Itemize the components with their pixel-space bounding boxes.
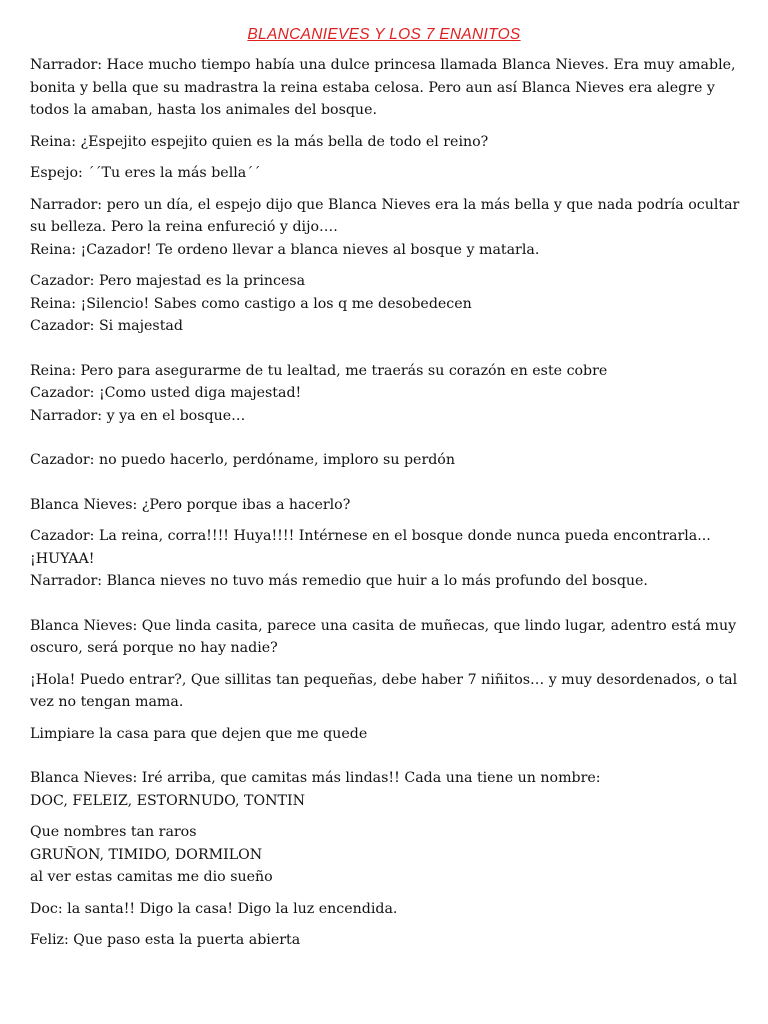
paragraph-line: Cazador: La reina, corra!!!! Huya!!!! Intérnese en el bosque donde nunca pueda encontrarla... (30, 528, 711, 544)
paragraph-line: Blanca Nieves: ¿Pero porque ibas a hacerlo? (30, 496, 351, 513)
paragraph-spacer (30, 714, 738, 723)
paragraph-spacer (30, 516, 738, 525)
paragraph-line: Blanca Nieves: Iré arriba, que camitas más lindas!! Cada una tiene un nombre: (30, 770, 601, 786)
paragraph-line: todos la amaban, hasta los animales del bosque. (30, 102, 377, 118)
paragraph-spacer (30, 889, 738, 898)
paragraph-line: Narrador: Blanca nieves no tuvo más remedio que huir a lo más profundo del bosque. (30, 573, 648, 589)
paragraph-line: vez no tengan mama. (30, 694, 184, 710)
paragraph-spacer (30, 812, 738, 821)
paragraph-line: oscuro, será porque no hay nadie? (30, 640, 278, 656)
paragraph-spacer (30, 472, 738, 494)
paragraph-line: ¡Hola! Puedo entrar?, Que sillitas tan pequeñas, debe haber 7 niñitos… y muy desordenados, o tal (30, 671, 738, 688)
paragraph-line: Cazador: Si majestad (30, 318, 183, 334)
paragraph-line: Limpiare la casa para que dejen que me quede (30, 725, 368, 742)
paragraph-line: Reina: ¡Cazador! Te ordeno llevar a blanca nieves al bosque y matarla. (30, 241, 540, 258)
paragraph-spacer (30, 920, 738, 929)
paragraph-spacer (30, 427, 738, 449)
paragraph-line: Espejo: ´´Tu eres la más bella´´ (30, 165, 261, 181)
paragraph-line: ¡HUYAA! (30, 550, 95, 567)
paragraph-line: DOC, FELEIZ, ESTORNUDO, TONTIN (30, 792, 305, 809)
paragraph-line: Blanca Nieves: Que linda casita, parece una casita de muñecas, que lindo lugar, adentro está muy (30, 617, 737, 634)
paragraph-line: GRUÑON, TIMIDO, DORMILON (30, 846, 263, 863)
paragraph-spacer (30, 338, 738, 360)
paragraph-line: Reina: ¡Silencio! Sabes como castigo a los q me desobedecen (30, 295, 472, 312)
paragraph-line: al ver estas camitas me dio sueño (30, 869, 273, 885)
paragraph-line: Feliz: Que paso esta la puerta abierta (30, 932, 301, 948)
document-title: BLANCANIEVES Y LOS 7 ENANITOS (247, 26, 521, 43)
paragraph-spacer (30, 745, 738, 767)
paragraph-line: Narrador: Hace mucho tiempo había una dulce princesa llamada Blanca Nieves. Era muy amable, (30, 57, 736, 73)
paragraph-spacer (30, 261, 738, 270)
paragraph-spacer (30, 122, 738, 131)
paragraph-spacer (30, 593, 738, 615)
paragraph-line: bonita y bella que su madrastra la reina estaba celosa. Pero aun así Blanca Nieves era alegre y (30, 79, 715, 96)
paragraph-line: Narrador: y ya en el bosque… (30, 407, 246, 424)
paragraph-line: Reina: Pero para asegurarme de tu lealtad, me traerás su corazón en este cobre (30, 362, 608, 379)
paragraph-spacer (30, 153, 738, 162)
paragraph-spacer (30, 185, 738, 194)
paragraph-line: Cazador: no puedo hacerlo, perdóname, imploro su perdón (30, 452, 455, 468)
paragraph-line: Narrador: pero un día, el espejo dijo que Blanca Nieves era la más bella y que nada podría ocultar (30, 196, 740, 213)
paragraph-line: Cazador: Pero majestad es la princesa (30, 273, 306, 289)
paragraph-line: Reina: ¿Espejito espejito quien es la más bella de todo el reino? (30, 133, 489, 150)
paragraph-line: su belleza. Pero la reina enfureció y dijo…. (30, 219, 338, 235)
paragraph-line: Doc: la santa!! Digo la casa! Digo la luz encendida. (30, 900, 398, 917)
paragraph-line: Cazador: ¡Como usted diga majestad! (30, 385, 302, 401)
paragraph-spacer (30, 660, 738, 669)
paragraph-line: Que nombres tan raros (30, 824, 197, 840)
